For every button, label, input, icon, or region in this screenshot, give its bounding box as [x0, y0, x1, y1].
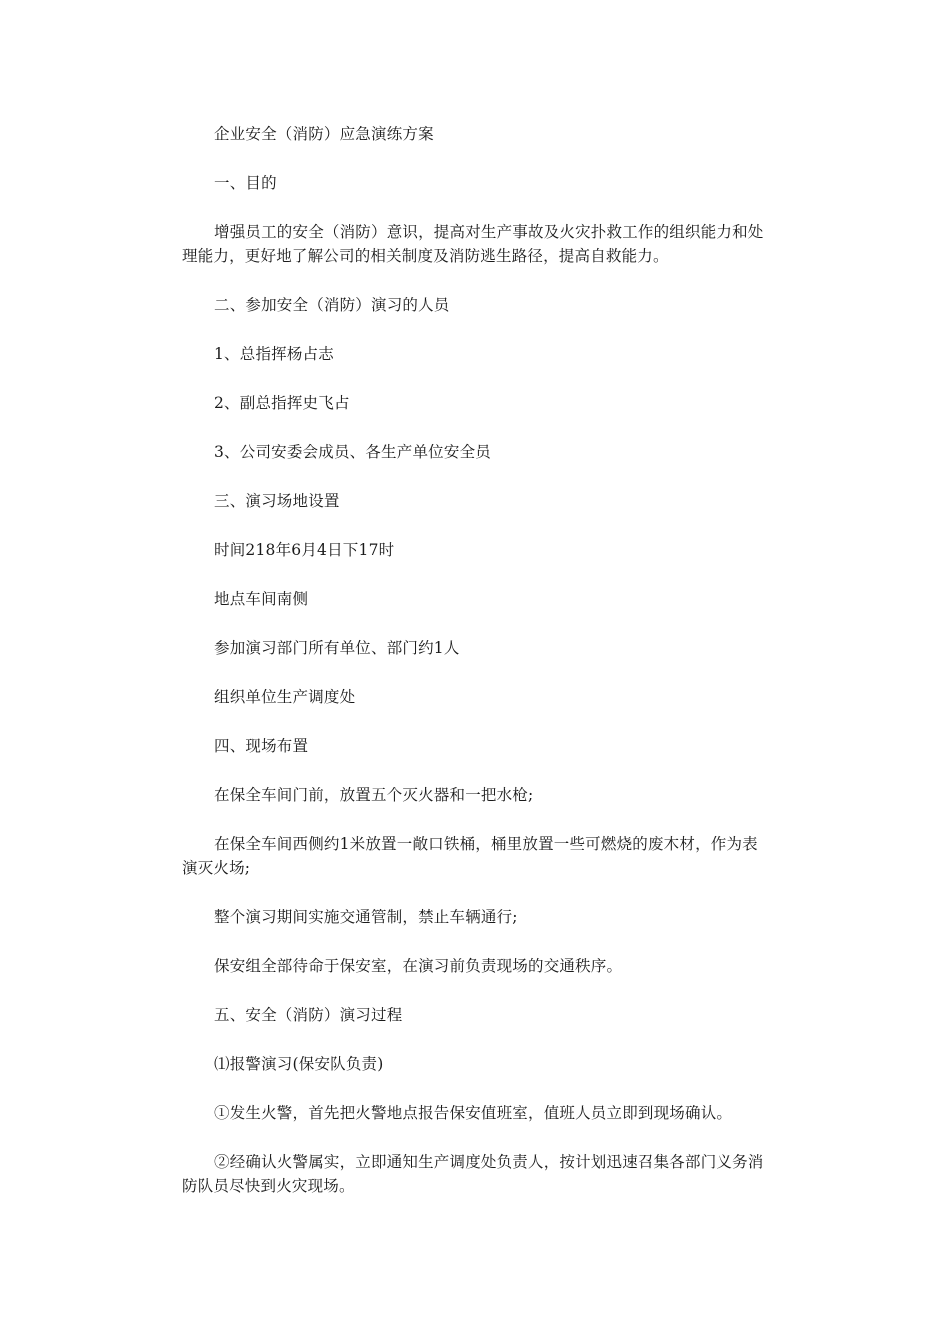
paragraph-location: 地点车间南侧 [214, 590, 309, 608]
paragraph-traffic-control: 整个演习期间实施交通管制，禁止车辆通行; [214, 908, 518, 926]
paragraph-step-1: ①发生火警，首先把火警地点报告保安值班室，值班人员立即到现场确认。 [214, 1104, 733, 1122]
document-title: 企业安全（消防）应急演练方案 [214, 125, 434, 143]
paragraph-bucket: 在保全车间西侧约1米放置一敞口铁桶，桶里放置一些可燃烧的废木材，作为表演灭火场; [182, 835, 758, 877]
paragraph-departments: 参加演习部门所有单位、部门约1人 [214, 639, 460, 657]
paragraph-step-2: ②经确认火警属实，立即通知生产调度处负责人，按计划迅速召集各部门义务消防队员尽快到火灾现场。 [182, 1153, 764, 1195]
section-heading-participants: 二、参加安全（消防）演习的人员 [214, 296, 450, 314]
section-heading-process: 五、安全（消防）演习过程 [214, 1006, 403, 1024]
paragraph-security-team: 保安组全部待命于保安室，在演习前负责现场的交通秩序。 [214, 957, 623, 975]
document-body [182, 122, 772, 1198]
paragraph-organizer: 组织单位生产调度处 [214, 688, 356, 706]
paragraph-time: 时间218年6月4日下17时 [214, 541, 395, 559]
subheading-alarm-drill: ⑴报警演习(保安队负责) [214, 1055, 384, 1073]
section-heading-purpose: 一、目的 [214, 174, 277, 192]
paragraph-purpose: 增强员工的安全（消防）意识，提高对生产事故及火灾扑救工作的组织能力和处理能力，更好地了解公司的相关制度及消防逃生路径，提高自救能力。 [182, 223, 764, 265]
section-heading-layout: 四、现场布置 [214, 737, 309, 755]
paragraph-extinguishers: 在保全车间门前，放置五个灭火器和一把水枪; [214, 786, 534, 804]
section-heading-venue: 三、演习场地设置 [214, 492, 340, 510]
list-item-members: 3、公司安委会成员、各生产单位安全员 [214, 443, 491, 461]
list-item-commander: 1、总指挥杨占志 [214, 345, 334, 363]
list-item-deputy-commander: 2、副总指挥史飞占 [214, 394, 350, 412]
